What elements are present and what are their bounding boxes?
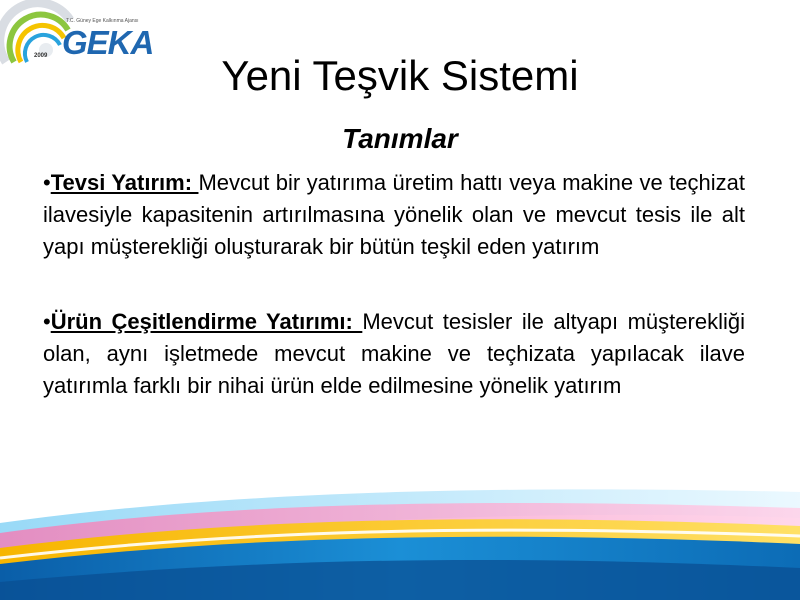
definition-item [43,306,745,402]
definition-text: Mevcut tesisler ile altyapı müşterekliği olan, aynı işletmede mevcut makine ve teçhizata yapılacak ilave yatırımla farklı bir nihai ürün elde edilmesine yönelik yatırım [43,309,745,398]
logo-year: 2009 [34,53,48,59]
definitions-list [43,167,745,402]
logo-org-line: T.C. Güney Ege Kalkınma Ajansı [66,18,139,24]
slide-subtitle: Tanımlar [342,123,458,154]
slide-title: Yeni Teşvik Sistemi [221,52,579,99]
definition-term: Ürün Çeşitlendirme Yatırımı: [50,309,363,334]
bullet-icon: • [43,170,51,195]
definition-item [43,167,745,263]
bullet-icon: • [43,309,51,334]
logo-brand: GEKA [62,24,154,61]
decorative-wave-footer [0,478,800,600]
definition-text: Mevcut bir yatırıma üretim hattı veya makine ve teçhizat ilavesiyle kapasitenin artırılmasına yönelik olan ve mevcut tesis ile alt yapı müşterekliği oluşturarak bir bütün teşkil eden yatırım [43,170,745,259]
definition-term: Tevsi Yatırım: [50,170,199,195]
